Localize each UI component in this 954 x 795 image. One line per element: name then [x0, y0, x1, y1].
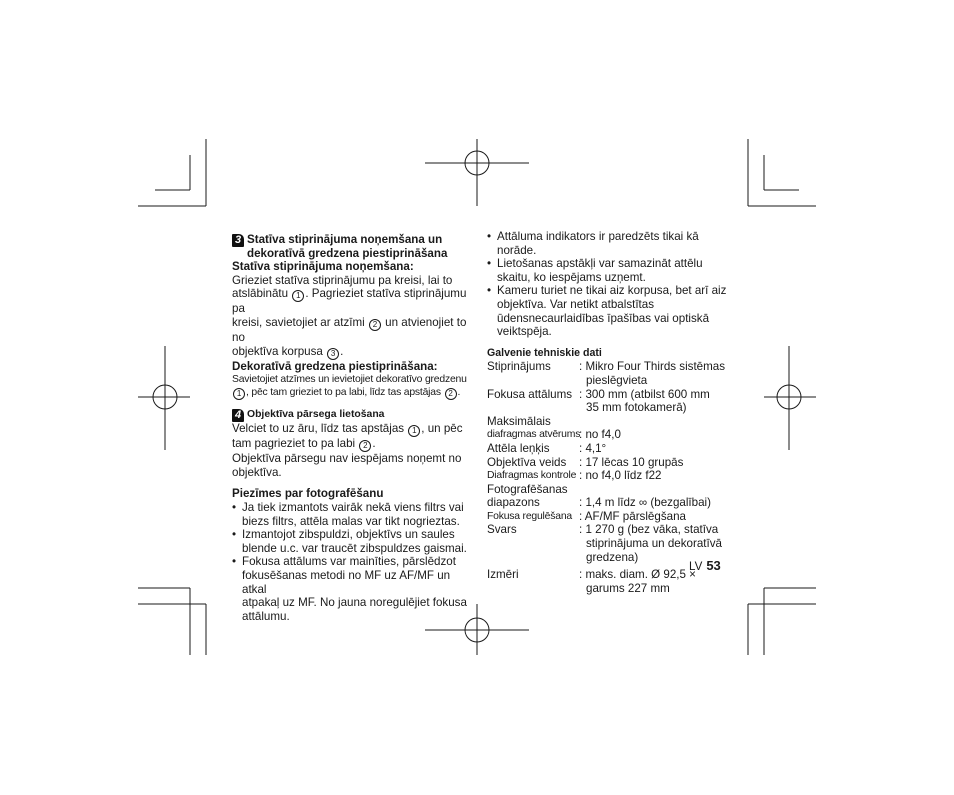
notes-list-continued [487, 230, 737, 339]
removal-line-4: objektīva korpusa 3 . [232, 344, 344, 358]
spec-label: Maksimālais diafragmas atvērums [487, 414, 581, 441]
circled-number-3: 3 [327, 348, 339, 360]
right-column [487, 230, 737, 595]
left-column [232, 233, 477, 623]
step-3-title-line2: dekoratīvā gredzena piestiprināšana [247, 246, 448, 260]
step-4-line-1: Velciet to uz āru, līdz tas apstājas 1 , un pēc [232, 422, 463, 436]
ring-line-1: Savietojiet atzīmes un ievietojiet dekoratīvo gredzenu [232, 374, 467, 386]
step-3-title-line1: Statīva stiprinājuma noņemšana un [247, 233, 443, 246]
spec-value: : 17 lēcas 10 grupās [579, 455, 684, 469]
spec-value: : no f4,0 [579, 428, 621, 442]
spec-value: : 1,4 m līdz ∞ (bezgalībai) [579, 496, 711, 510]
spec-value: : no f4,0 līdz f22 [579, 469, 662, 483]
spec-value: : 1 270 g (bez vāka, statīva stiprinājuma un dekoratīvā gredzena) [579, 523, 722, 564]
step-4-heading [232, 408, 477, 422]
list-item: • Ja tiek izmantots vairāk nekā viens filtrs vai biezs filtrs, attēla malas var tikt nogrieztas. [232, 501, 477, 528]
spec-label: Diafragmas kontrole [487, 470, 577, 482]
removal-heading: Statīva stiprinājuma noņemšana: [232, 260, 414, 274]
step-4-icon: 4 [232, 409, 244, 422]
spec-label: Stiprinājums [487, 360, 551, 374]
notes-heading: Piezīmes par fotografēšanu [232, 487, 384, 501]
removal-line-2: atslābinātu 1 . Pagrieziet statīva stiprinājumu pa [232, 287, 467, 316]
ring-line-2: 1 , pēc tam grieziet to pa labi, līdz tas apstājas 2 . [232, 386, 477, 400]
spec-label: Attēla leņķis [487, 441, 550, 455]
spec-label: Fokusa attālums [487, 387, 573, 401]
spec-label: Fotografēšanas diapazons [487, 482, 568, 510]
spec-value: : 4,1° [579, 441, 607, 455]
list-item: • Lietošanas apstākļi var samazināt attēlu skaitu, ko iespējams uzņemt. [487, 257, 737, 284]
spec-label: Objektīva veids [487, 455, 567, 469]
list-item: • Izmantojot zibspuldzi, objektīvs un saules blende u.c. var traucēt zibspuldzes gaismai. [232, 528, 477, 555]
spec-value: : maks. diam. Ø 92,5 × garums 227 mm [579, 568, 696, 595]
spec-label: Fokusa regulēšana [487, 510, 572, 522]
removal-line-1: Grieziet statīva stiprinājumu pa kreisi, lai to [232, 273, 453, 287]
language-code: LV [689, 560, 703, 573]
page-number-value: 53 [706, 558, 721, 573]
circled-number-1: 1 [408, 425, 420, 437]
step-4-line-4: objektīva. [232, 465, 282, 479]
spec-label: Izmēri [487, 568, 519, 582]
step-4-title: Objektīva pārsega lietošana [247, 409, 385, 421]
step-3-heading [232, 233, 477, 260]
removal-line-3: kreisi, savietojiet ar atzīmi 2 un atvienojiet to no [232, 315, 467, 344]
circled-number-1: 1 [292, 290, 304, 302]
ring-heading: Dekoratīvā gredzena piestiprināšana: [232, 359, 438, 373]
list-item: • Fokusa attālums var mainīties, pārslēdzot fokusēšanas metodi no MF uz AF/MF un atkal atpakaļ uz MF. No jauna noregulējiet fokusa attālumu. [232, 555, 477, 623]
spec-value: : Mikro Four Thirds sistēmas pieslēgvieta [579, 360, 726, 387]
spec-label: Svars [487, 523, 517, 537]
circled-number-2: 2 [369, 319, 381, 331]
circled-number-2: 2 [359, 440, 371, 452]
list-item: • Kameru turiet ne tikai aiz korpusa, bet arī aiz objektīva. Var netikt atbalstītas ūdensnecaurlaidības īpašības vai optiskā veiktspēja. [487, 284, 737, 338]
notes-list [232, 501, 477, 623]
step-3-icon: 3 [232, 234, 244, 247]
page-number [689, 558, 721, 573]
circled-number-2: 2 [445, 388, 457, 400]
list-item: • Attāluma indikators ir paredzēts tikai kā norāde. [487, 230, 737, 257]
step-4-line-3: Objektīva pārsegu nav iespējams noņemt no [232, 452, 462, 466]
step-4-line-2: tam pagrieziet to pa labi 2 . [232, 437, 376, 451]
spec-value: : AF/MF pārslēgšana [579, 509, 686, 523]
spec-value: : 300 mm (atbilst 600 mm 35 mm fotokamerā) [579, 387, 710, 415]
specs-heading: Galvenie tehniskie dati [487, 346, 602, 359]
circled-number-1: 1 [233, 388, 245, 400]
